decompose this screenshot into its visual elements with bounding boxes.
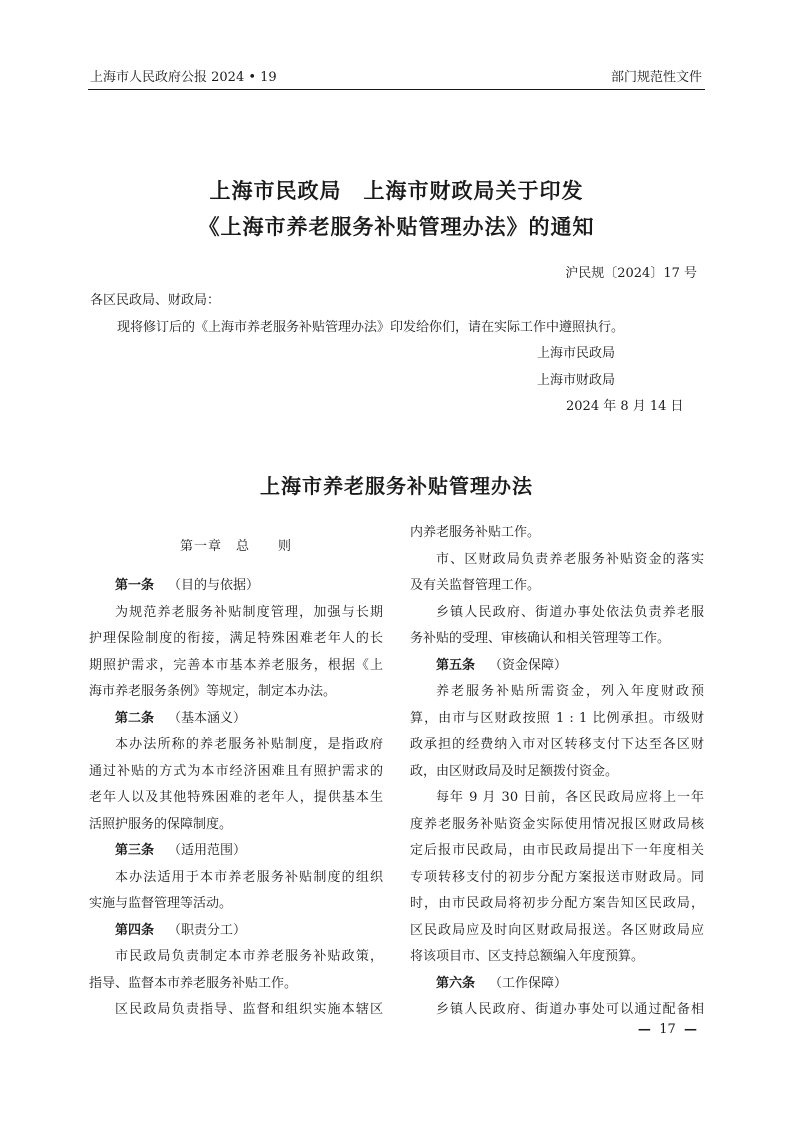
text-line: 算，由市与区财政按照 1 : 1 比例承担。市级财 <box>410 710 704 726</box>
regulation-title: 上海市养老服务补贴管理办法 <box>260 474 533 498</box>
article-label: （基本涵义） <box>168 710 247 726</box>
text-line: 时，由市民政局将初步分配方案告知区民政局， <box>410 896 704 911</box>
issuer-finance: 上海市财政局 <box>537 373 616 388</box>
text-line: 专项转移支付的初步分配方案报送市财政局。同 <box>410 869 704 885</box>
journal-header: 上海市人民政府公报 2024 • 19 <box>90 70 277 85</box>
article-number: 第六条 <box>436 975 476 991</box>
article-heading <box>89 706 383 733</box>
issuer-civil-affairs: 上海市民政局 <box>537 346 616 361</box>
text-line: 区民政局负责指导、监督和组织实施本辖区 <box>115 1002 383 1017</box>
text-line: 乡镇人民政府、街道办事处可以通过配备相 <box>436 1002 704 1017</box>
text-line: 本办法所称的养老服务补贴制度，是指政府 <box>115 737 383 752</box>
text-line: 海市养老服务条例》等规定，制定本办法。 <box>89 684 337 699</box>
header-rule <box>88 89 705 90</box>
doc-number: 沪民规〔2024〕17 号 <box>565 266 697 281</box>
text-line: 乡镇人民政府、街道办事处依法负责养老服 <box>436 604 704 620</box>
article-heading <box>89 573 383 600</box>
text-line: 内养老服务补贴工作。 <box>410 525 541 540</box>
text-line: 将该项目市、区支持总额编入年度预算。 <box>410 949 645 964</box>
text-line: 定后报市民政局，由市民政局提出下一年度相关 <box>410 843 704 858</box>
notice-title-line2: 《上海市养老服务补贴管理办法》的通知 <box>198 215 595 239</box>
notice-title-line1: 上海市民政局 上海市财政局关于印发 <box>209 179 584 203</box>
notice-body: 现将修订后的《上海市养老服务补贴管理办法》印发给你们，请在实际工作中遵照执行。 <box>117 320 625 335</box>
addressee: 各区民政局、财政局： <box>90 293 221 308</box>
issue-date: 2024 年 8 月 14 日 <box>566 399 684 414</box>
article-label: （适用范围） <box>168 843 247 858</box>
right-column <box>410 520 704 1024</box>
article-number: 第五条 <box>436 657 476 673</box>
text-line: 指导、监督本市养老服务补贴工作。 <box>89 975 298 991</box>
text-line: 区民政局应及时向区财政局报送。各区财政局应 <box>410 922 704 938</box>
article-number: 第一条 <box>115 578 155 593</box>
text-line: 市民政局负责制定本市养老服务补贴政策， <box>115 949 383 964</box>
article-label: （职责分工） <box>168 922 247 938</box>
article-number: 第四条 <box>115 922 155 938</box>
text-line: 期照护需求，完善本市基本养老服务，根据《上 <box>89 657 383 673</box>
text-line: 老年人以及其他特殊困难的老年人，提供基本生 <box>89 790 383 805</box>
article-label: （资金保障） <box>489 657 568 673</box>
text-line: 每年 9 月 30 日前，各区民政局应将上一年 <box>436 790 704 805</box>
text-line: 本办法适用于本市养老服务补贴制度的组织 <box>115 869 383 885</box>
chapter-heading: 第一章 总 则 <box>179 539 292 554</box>
article-label: （工作保障） <box>489 975 568 991</box>
page-number: — 17 — <box>637 1022 697 1037</box>
text-line: 市、区财政局负责养老服务补贴资金的落实 <box>436 551 704 567</box>
text-line: 通过补贴的方式为本市经济困难且有照护需求的 <box>89 763 383 779</box>
text-line: 政，由区财政局及时足额拨付资金。 <box>410 763 619 779</box>
text-line: 实施与监督管理等活动。 <box>89 896 233 911</box>
article-heading <box>89 838 383 865</box>
text-line: 护理保险制度的衔接，满足特殊困难老年人的长 <box>89 631 383 646</box>
article-number: 第三条 <box>115 843 155 858</box>
text-line: 养老服务补贴所需资金，列入年度财政预 <box>436 684 704 699</box>
text-line: 活照护服务的保障制度。 <box>89 816 233 832</box>
article-heading <box>89 918 383 945</box>
text-line: 及有关监督管理工作。 <box>410 578 541 593</box>
page-number-value: 17 <box>659 1022 676 1037</box>
text-line: 务补贴的受理、审核确认和相关管理等工作。 <box>410 631 671 646</box>
article-number: 第二条 <box>115 710 155 726</box>
text-line: 为规范养老服务补贴制度管理，加强与长期 <box>115 604 383 620</box>
text-line: 度养老服务补贴资金实际使用情况报区财政局核 <box>410 816 704 832</box>
article-heading <box>410 653 704 680</box>
article-label: （目的与依据） <box>168 578 260 593</box>
article-heading <box>410 971 704 998</box>
left-column <box>89 520 383 1024</box>
section-header: 部门规范性文件 <box>610 70 702 85</box>
text-line: 政承担的经费纳入市对区转移支付下达至各区财 <box>410 737 704 752</box>
